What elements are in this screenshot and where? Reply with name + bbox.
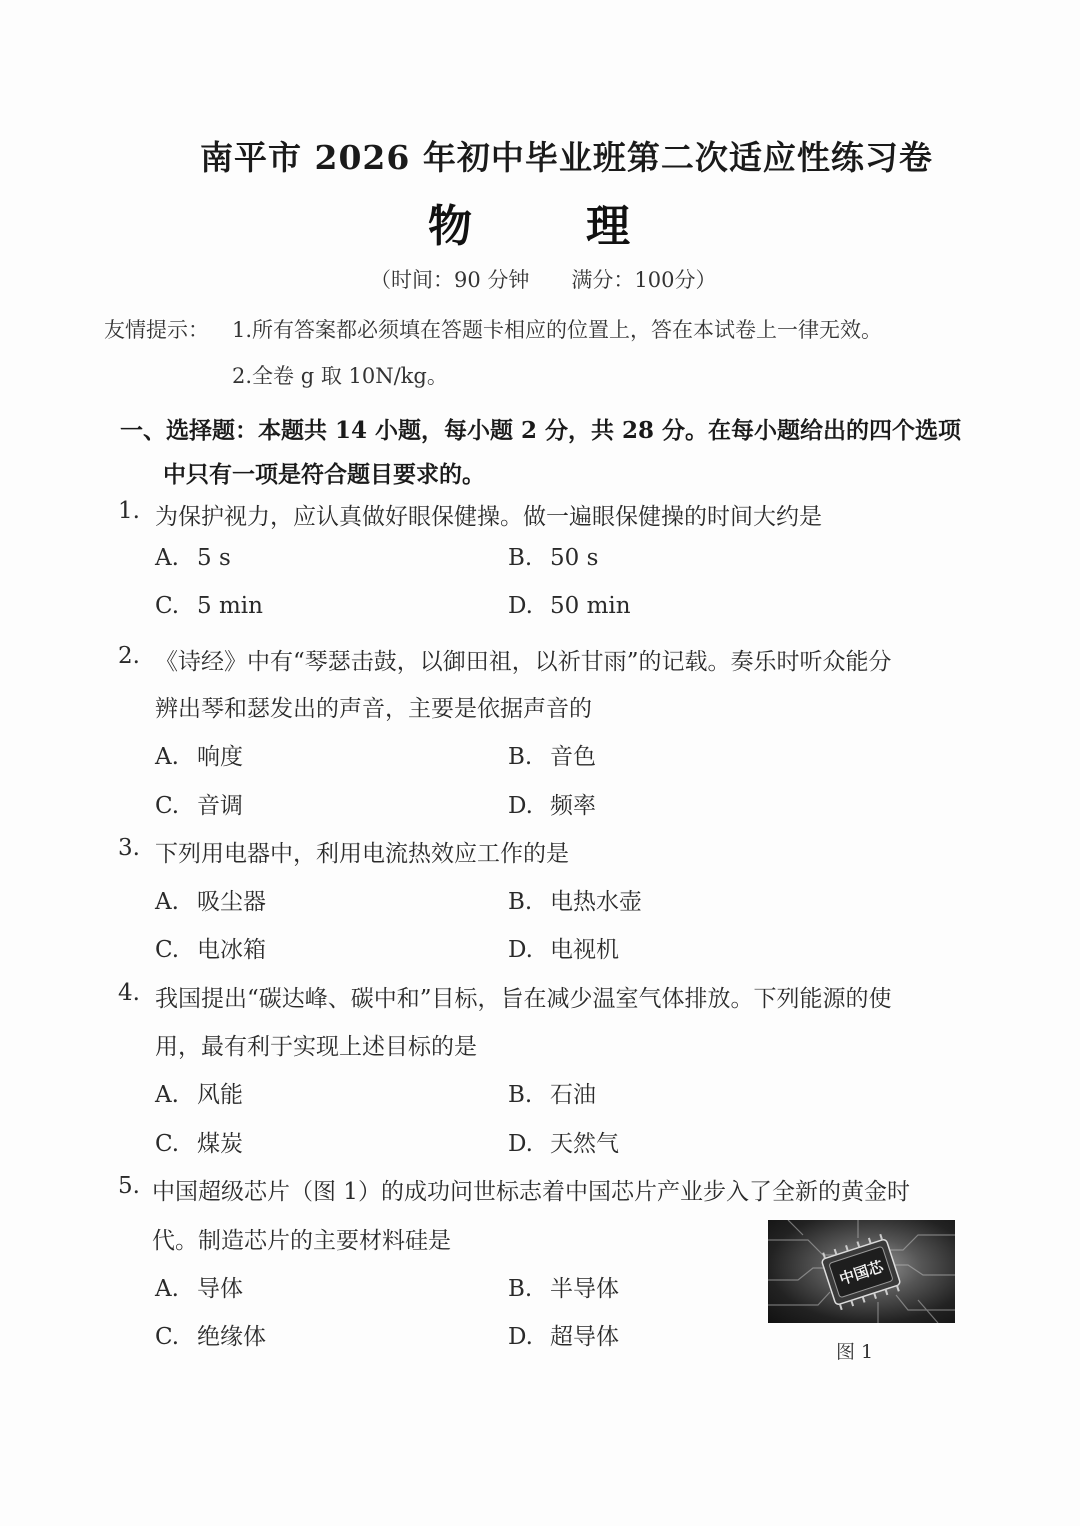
option-letter: C. [155, 1131, 180, 1157]
section-heading-line1: 一、选择题：本题共 14 小题，每小题 2 分，共 28 分。在每小题给出的四个选项 [120, 417, 962, 444]
option-b [508, 545, 598, 571]
option-letter: D. [508, 793, 533, 819]
option-text: 音调 [197, 793, 243, 819]
option-letter: A. [155, 889, 179, 915]
option-b [508, 738, 596, 771]
option-b [508, 883, 642, 916]
option-c [155, 931, 266, 964]
option-a [155, 883, 266, 916]
chip-illustration [768, 1220, 955, 1323]
option-text: 绝缘体 [197, 1324, 266, 1350]
option-text: 电冰箱 [197, 937, 266, 963]
exam-title: 南平市 2026 年初中毕业班第二次适应性练习卷 [200, 138, 933, 177]
option-text: 吸尘器 [197, 889, 266, 915]
question-text: 我国提出“碳达峰、碳中和”目标，旨在减少温室气体排放。下列能源的使 [155, 986, 892, 1012]
option-letter: C. [155, 593, 180, 619]
option-b [508, 1076, 596, 1109]
question-text: 中国超级芯片（图 1）的成功问世标志着中国芯片产业步入了全新的黄金时 [152, 1179, 910, 1205]
option-a [155, 545, 231, 571]
option-text: 电热水壶 [550, 889, 642, 915]
option-d [508, 593, 631, 619]
option-text: 电视机 [550, 937, 619, 963]
question-text: 用，最有利于实现上述目标的是 [155, 1034, 477, 1060]
section-heading-line2: 中只有一项是符合题目要求的。 [163, 461, 485, 488]
subject-char-left: 物 [428, 201, 472, 252]
chip-figure-image [768, 1220, 955, 1323]
option-letter: B. [508, 889, 533, 915]
option-text: 50 s [550, 545, 599, 571]
option-c [155, 1125, 243, 1158]
option-d [508, 1125, 619, 1158]
chip-label: 中国芯 [837, 1257, 886, 1289]
option-text: 半导体 [550, 1276, 619, 1302]
option-a [155, 738, 243, 771]
option-letter: D. [508, 1324, 533, 1350]
option-text: 导体 [197, 1276, 243, 1302]
option-text: 5 min [197, 593, 263, 619]
question-number: 5. [118, 1173, 140, 1199]
option-text: 超导体 [550, 1324, 619, 1350]
tips-label: 友情提示： [104, 318, 209, 342]
option-text: 音色 [550, 744, 596, 770]
option-letter: B. [508, 744, 533, 770]
option-letter: B. [508, 545, 533, 571]
option-letter: A. [155, 1276, 179, 1302]
option-letter: C. [155, 1324, 180, 1350]
tip-item: 1.所有答案都必须填在答题卡相应的位置上，答在本试卷上一律无效。 [232, 318, 883, 342]
option-letter: D. [508, 593, 533, 619]
option-d [508, 931, 619, 964]
question-text: 下列用电器中，利用电流热效应工作的是 [155, 841, 569, 867]
option-c [155, 1318, 266, 1351]
option-text: 频率 [550, 793, 596, 819]
question-number: 3. [118, 835, 140, 861]
exam-meta: （时间：90 分钟 满分：100分） [370, 268, 717, 292]
question-text: 《诗经》中有“琴瑟击鼓，以御田祖，以祈甘雨”的记载。奏乐时听众能分 [155, 649, 892, 675]
question-number: 4. [118, 980, 140, 1006]
option-text: 风能 [197, 1082, 243, 1108]
option-a [155, 1076, 243, 1109]
option-c [155, 593, 263, 619]
option-letter: B. [508, 1082, 533, 1108]
subject-char-right: 理 [586, 201, 630, 252]
option-letter: A. [155, 545, 179, 571]
option-a [155, 1270, 243, 1303]
question-text: 代。制造芯片的主要材料硅是 [152, 1228, 451, 1254]
option-text: 石油 [550, 1082, 596, 1108]
option-letter: B. [508, 1276, 533, 1302]
option-text: 天然气 [550, 1131, 619, 1157]
option-text: 煤炭 [197, 1131, 243, 1157]
option-letter: D. [508, 1131, 533, 1157]
question-text: 为保护视力，应认真做好眼保健操。做一遍眼保健操的时间大约是 [155, 504, 822, 530]
option-letter: D. [508, 937, 533, 963]
option-letter: C. [155, 937, 180, 963]
option-d [508, 787, 596, 820]
question-text: 辨出琴和瑟发出的声音，主要是依据声音的 [155, 696, 592, 722]
option-letter: C. [155, 793, 180, 819]
option-b [508, 1270, 619, 1303]
option-letter: A. [155, 1082, 179, 1108]
option-c [155, 787, 243, 820]
question-number: 2. [118, 643, 140, 669]
option-text: 响度 [197, 744, 243, 770]
option-letter: A. [155, 744, 179, 770]
figure-caption: 图 1 [836, 1341, 874, 1363]
question-number: 1. [118, 498, 140, 524]
option-text: 50 min [550, 593, 631, 619]
tip-item: 2.全卷 g 取 10N/kg。 [232, 364, 448, 388]
option-d [508, 1318, 619, 1351]
option-text: 5 s [197, 545, 231, 571]
